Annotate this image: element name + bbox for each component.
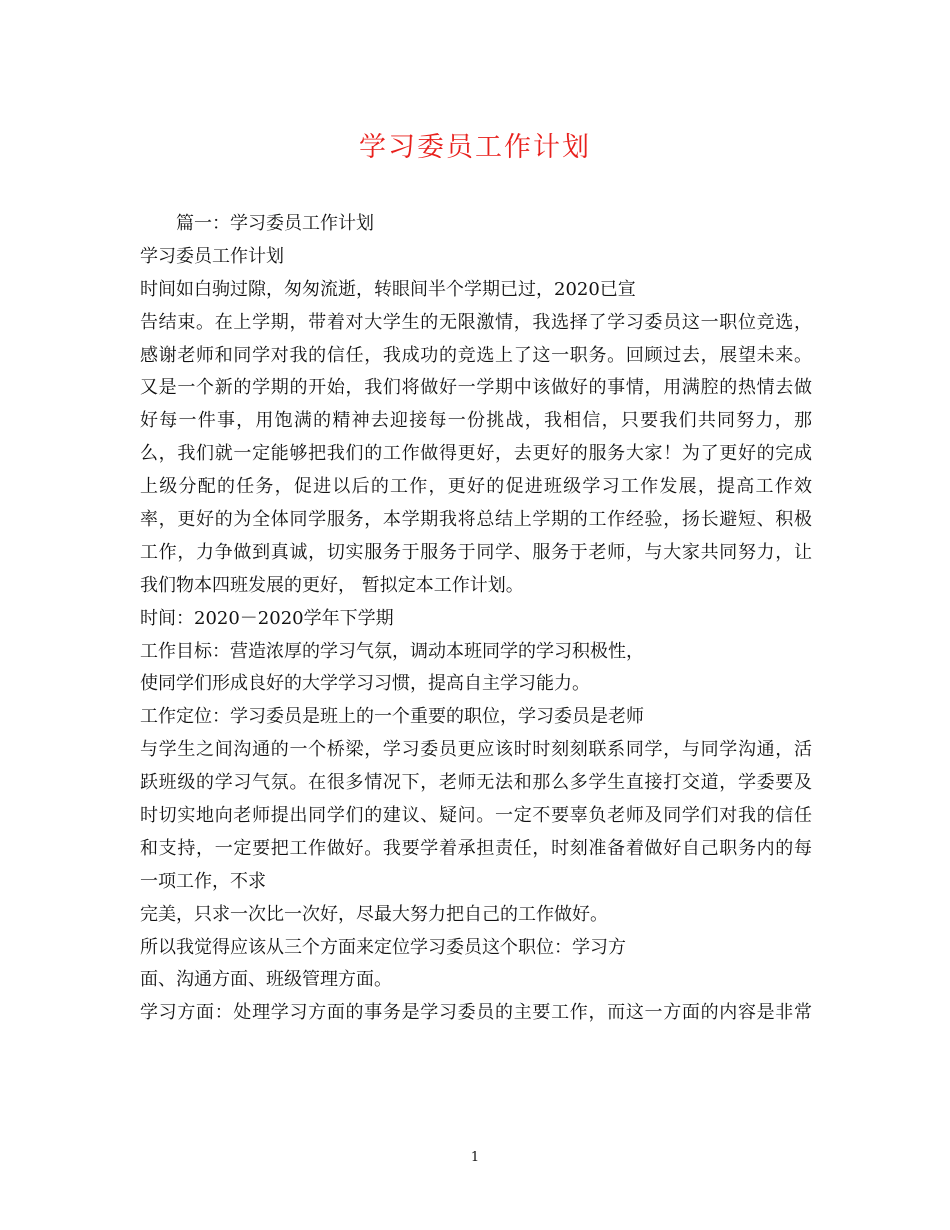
- paragraph-line: 所以我觉得应该从三个方面来定位学习委员这个职位：学习方: [140, 936, 626, 958]
- paragraph-line: 么，我们就一定能够把我们的工作做得更好，去更好的服务大家！为了更好的完成: [140, 443, 812, 465]
- paragraph-line: 一项工作，不求: [140, 870, 266, 892]
- paragraph-line: 率，更好的为全体同学服务，本学期我将总结上学期的工作经验，扬长避短、积极: [140, 509, 812, 531]
- document-body: [140, 208, 812, 1030]
- paragraph-line: 好每一件事，用饱满的精神去迎接每一份挑战，我相信，只要我们共同努力，那: [140, 410, 812, 432]
- paragraph-line: 时间：2020－2020学年下学期: [140, 607, 394, 629]
- paragraph-line: 与学生之间沟通的一个桥梁，学习委员更应该时时刻刻联系同学，与同学沟通，活: [140, 739, 812, 761]
- paragraph-line: 工作定位：学习委员是班上的一个重要的职位，学习委员是老师: [140, 706, 644, 728]
- paragraph-line: 和支持，一定要把工作做好。我要学着承担责任，时刻准备着做好自己职务内的每: [140, 837, 812, 859]
- page-number: 1: [470, 1150, 480, 1165]
- paragraph-line: 告结束。在上学期，带着对大学生的无限激情，我选择了学习委员这一职位竞选，: [140, 311, 812, 333]
- paragraph-line: 工作目标：营造浓厚的学习气氛，调动本班同学的学习积极性，: [140, 640, 644, 662]
- paragraph-line: 学习方面：处理学习方面的事务是学习委员的主要工作，而这一方面的内容是非常: [140, 1002, 812, 1024]
- paragraph-line: 面、沟通方面、班级管理方面。: [140, 969, 392, 991]
- paragraph-line: 上级分配的任务，促进以后的工作，更好的促进班级学习工作发展，提高工作效: [140, 476, 812, 498]
- paragraph-line: 跃班级的学习气氛。在很多情况下，老师无法和那么多学生直接打交道，学委要及: [140, 772, 812, 794]
- paragraph-line: 我们物本四班发展的更好， 暂拟定本工作计划。: [140, 574, 524, 596]
- document-title: 学习委员工作计划: [359, 132, 591, 163]
- paragraph-line: 感谢老师和同学对我的信任，我成功的竞选上了这一职务。回顾过去，展望未来。: [140, 344, 812, 366]
- paragraph-line: 又是一个新的学期的开始，我们将做好一学期中该做好的事情，用满腔的热情去做: [140, 377, 812, 399]
- paragraph-line: 时间如白驹过隙，匆匆流逝，转眼间半个学期已过，2020已宣: [140, 278, 636, 300]
- paragraph-line: 完美，只求一次比一次好，尽最大努力把自己的工作做好。: [140, 903, 608, 925]
- paragraph-line: 使同学们形成良好的大学学习习惯，提高自主学习能力。: [140, 673, 590, 695]
- paragraph-line: 学习委员工作计划: [140, 245, 284, 267]
- paragraph-line: 工作，力争做到真诚，切实服务于服务于同学、服务于老师，与大家共同努力，让: [140, 541, 812, 563]
- paragraph-line: 时切实地向老师提出同学们的建议、疑问。一定不要辜负老师及同学们对我的信任: [140, 805, 812, 827]
- paragraph-line: 篇一：学习委员工作计划: [176, 213, 374, 234]
